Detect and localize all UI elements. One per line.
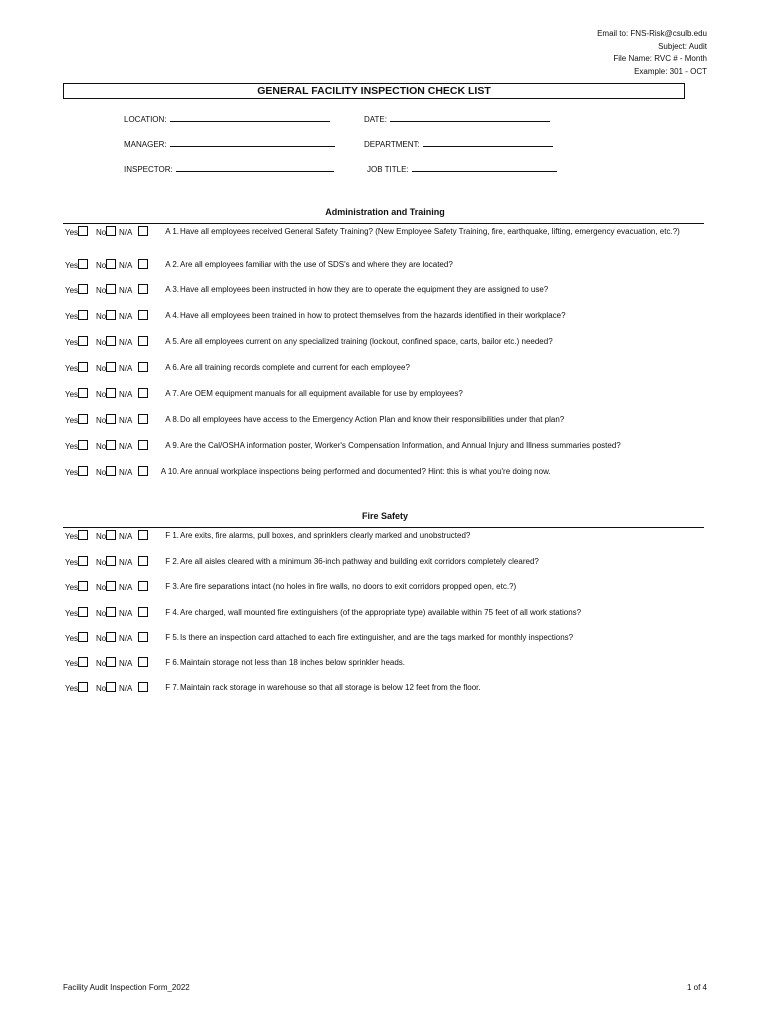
- na-checkbox[interactable]: [138, 362, 148, 372]
- item-question: Have all employees been trained in how to protect themselves from the hazards identified in their workplace?: [180, 311, 566, 320]
- date-field[interactable]: [364, 113, 550, 124]
- item-code: F 7.: [165, 683, 179, 692]
- no-option[interactable]: [96, 388, 116, 401]
- yes-label: Yes: [65, 634, 79, 643]
- na-label: N/A: [119, 558, 133, 567]
- manager-input-line[interactable]: [170, 138, 335, 147]
- na-label: N/A: [119, 416, 133, 425]
- na-label: N/A: [119, 364, 133, 373]
- yes-label: Yes: [65, 286, 79, 295]
- no-label: No: [96, 583, 107, 592]
- no-option[interactable]: [96, 362, 116, 375]
- location-field[interactable]: [124, 113, 330, 124]
- no-checkbox[interactable]: [106, 657, 116, 667]
- yes-option[interactable]: [65, 414, 88, 427]
- item-question: Are OEM equipment manuals for all equipment available for use by employees?: [180, 389, 463, 398]
- yes-option[interactable]: [65, 466, 88, 479]
- department-field[interactable]: [364, 138, 553, 149]
- item-question: Are fire separations intact (no holes in fire walls, no doors to exit corridors propped open, etc.?): [180, 582, 517, 591]
- na-checkbox[interactable]: [138, 388, 148, 398]
- na-option[interactable]: [119, 284, 148, 297]
- item-code: A 4.: [165, 311, 179, 320]
- email-line: Email to: FNS-Risk@csulb.edu: [597, 29, 707, 38]
- na-option[interactable]: [119, 388, 148, 401]
- yes-label: Yes: [65, 261, 79, 270]
- no-checkbox[interactable]: [106, 682, 116, 692]
- na-option[interactable]: [119, 530, 148, 543]
- yes-option[interactable]: [65, 388, 88, 401]
- no-option[interactable]: [96, 581, 116, 594]
- yes-label: Yes: [65, 338, 79, 347]
- yes-label: Yes: [65, 312, 79, 321]
- na-label: N/A: [119, 338, 133, 347]
- na-checkbox[interactable]: [138, 259, 148, 269]
- item-code: A 7.: [165, 389, 179, 398]
- no-option[interactable]: [96, 414, 116, 427]
- na-checkbox[interactable]: [138, 682, 148, 692]
- no-label: No: [96, 468, 107, 477]
- item-code: A 1.: [165, 227, 179, 236]
- yes-option[interactable]: [65, 632, 88, 645]
- no-checkbox[interactable]: [106, 556, 116, 566]
- yes-label: Yes: [65, 659, 79, 668]
- date-input-line[interactable]: [390, 113, 550, 122]
- na-label: N/A: [119, 312, 133, 321]
- yes-checkbox[interactable]: [78, 362, 88, 372]
- item-question: Maintain storage not less than 18 inches below sprinkler heads.: [180, 658, 406, 667]
- yes-option[interactable]: [65, 530, 88, 543]
- no-label: No: [96, 416, 107, 425]
- yes-checkbox[interactable]: [78, 581, 88, 591]
- yes-label: Yes: [65, 583, 79, 592]
- na-option[interactable]: [119, 259, 148, 272]
- no-checkbox[interactable]: [106, 466, 116, 476]
- no-label: No: [96, 532, 107, 541]
- yes-label: Yes: [65, 364, 79, 373]
- yes-option[interactable]: [65, 682, 88, 695]
- item-question: Are the Cal/OSHA information poster, Worker's Compensation Information, and Annual Injury and Illness summaries posted?: [180, 441, 621, 450]
- na-label: N/A: [119, 609, 133, 618]
- na-checkbox[interactable]: [138, 632, 148, 642]
- na-option[interactable]: [119, 226, 148, 239]
- manager-field[interactable]: [124, 138, 335, 149]
- job-title-label: JOB TITLE:: [367, 165, 409, 174]
- item-question: Do all employees have access to the Emergency Action Plan and know their responsibilities under that plan?: [180, 415, 565, 424]
- na-option[interactable]: [119, 414, 148, 427]
- no-option[interactable]: [96, 466, 116, 479]
- no-checkbox[interactable]: [106, 310, 116, 320]
- yes-checkbox[interactable]: [78, 414, 88, 424]
- na-option[interactable]: [119, 632, 148, 645]
- manager-label: MANAGER:: [124, 140, 167, 149]
- no-label: No: [96, 609, 107, 618]
- no-label: No: [96, 390, 107, 399]
- item-code: F 3.: [165, 582, 179, 591]
- na-checkbox[interactable]: [138, 581, 148, 591]
- job-title-input-line[interactable]: [412, 163, 557, 172]
- item-question: Maintain rack storage in warehouse so that all storage is below 12 feet from the floor.: [180, 683, 481, 692]
- na-option[interactable]: [119, 362, 148, 375]
- yes-label: Yes: [65, 228, 79, 237]
- na-option[interactable]: [119, 336, 148, 349]
- na-label: N/A: [119, 442, 133, 451]
- no-label: No: [96, 312, 107, 321]
- no-label: No: [96, 364, 107, 373]
- item-question: Have all employees received General Safety Training? (New Employee Safety Training, fire, earthquake, lifting, emergency evacuation, etc.?): [180, 227, 680, 236]
- yes-checkbox[interactable]: [78, 466, 88, 476]
- yes-checkbox[interactable]: [78, 440, 88, 450]
- na-option[interactable]: [119, 440, 148, 453]
- no-checkbox[interactable]: [106, 581, 116, 591]
- no-checkbox[interactable]: [106, 632, 116, 642]
- yes-option[interactable]: [65, 657, 88, 670]
- section-divider: [63, 527, 704, 528]
- na-checkbox[interactable]: [138, 530, 148, 540]
- no-checkbox[interactable]: [106, 259, 116, 269]
- no-checkbox[interactable]: [106, 414, 116, 424]
- inspector-label: INSPECTOR:: [124, 165, 173, 174]
- na-label: N/A: [119, 684, 133, 693]
- form-title: GENERAL FACILITY INSPECTION CHECK LIST: [63, 83, 685, 99]
- na-checkbox[interactable]: [138, 607, 148, 617]
- yes-checkbox[interactable]: [78, 310, 88, 320]
- item-code: A 10.: [160, 467, 179, 476]
- yes-label: Yes: [65, 684, 79, 693]
- yes-checkbox[interactable]: [78, 657, 88, 667]
- na-checkbox[interactable]: [138, 310, 148, 320]
- item-question: Are all training records complete and current for each employee?: [180, 363, 410, 372]
- yes-label: Yes: [65, 609, 79, 618]
- section-title: Administration and Training: [325, 207, 445, 217]
- na-label: N/A: [119, 659, 133, 668]
- na-option[interactable]: [119, 581, 148, 594]
- no-checkbox[interactable]: [106, 607, 116, 617]
- no-option[interactable]: [96, 607, 116, 620]
- na-option[interactable]: [119, 310, 148, 323]
- filename-line: File Name: RVC # - Month: [613, 54, 707, 63]
- item-code: F 6.: [165, 658, 179, 667]
- yes-label: Yes: [65, 390, 79, 399]
- yes-option[interactable]: [65, 336, 88, 349]
- date-label: DATE:: [364, 115, 387, 124]
- footer-form-name: Facility Audit Inspection Form_2022: [63, 983, 190, 992]
- yes-label: Yes: [65, 558, 79, 567]
- na-checkbox[interactable]: [138, 657, 148, 667]
- location-input-line[interactable]: [170, 113, 330, 122]
- job-title-field[interactable]: [367, 163, 557, 174]
- department-input-line[interactable]: [423, 138, 553, 147]
- no-option[interactable]: [96, 310, 116, 323]
- yes-checkbox[interactable]: [78, 284, 88, 294]
- item-code: A 6.: [165, 363, 179, 372]
- no-checkbox[interactable]: [106, 530, 116, 540]
- no-label: No: [96, 659, 107, 668]
- na-option[interactable]: [119, 466, 148, 479]
- no-option[interactable]: [96, 284, 116, 297]
- no-option[interactable]: [96, 336, 116, 349]
- no-label: No: [96, 684, 107, 693]
- no-option[interactable]: [96, 657, 116, 670]
- no-checkbox[interactable]: [106, 336, 116, 346]
- location-label: LOCATION:: [124, 115, 167, 124]
- item-question: Are annual workplace inspections being performed and documented? Hint: this is what you're doing now.: [180, 467, 551, 476]
- no-option[interactable]: [96, 556, 116, 569]
- subject-line: Subject: Audit: [658, 41, 707, 51]
- yes-label: Yes: [65, 468, 79, 477]
- yes-checkbox[interactable]: [78, 530, 88, 540]
- item-question: Have all employees been instructed in how they are to operate the equipment they are assigned to use?: [180, 285, 549, 294]
- na-option[interactable]: [119, 657, 148, 670]
- submission-instructions: [597, 28, 707, 78]
- item-question: Are charged, wall mounted fire extinguishers (of the appropriate type) available within 75 feet of all work stations?: [180, 608, 582, 617]
- no-label: No: [96, 286, 107, 295]
- na-checkbox[interactable]: [138, 414, 148, 424]
- na-option[interactable]: [119, 607, 148, 620]
- no-option[interactable]: [96, 259, 116, 272]
- no-checkbox[interactable]: [106, 388, 116, 398]
- item-code: F 5.: [165, 633, 179, 642]
- item-code: A 9.: [165, 441, 179, 450]
- yes-checkbox[interactable]: [78, 607, 88, 617]
- no-checkbox[interactable]: [106, 226, 116, 236]
- item-code: A 5.: [165, 337, 179, 346]
- yes-label: Yes: [65, 416, 79, 425]
- yes-checkbox[interactable]: [78, 388, 88, 398]
- yes-option[interactable]: [65, 284, 88, 297]
- yes-checkbox[interactable]: [78, 682, 88, 692]
- no-option[interactable]: [96, 530, 116, 543]
- na-checkbox[interactable]: [138, 226, 148, 236]
- department-label: DEPARTMENT:: [364, 140, 420, 149]
- na-label: N/A: [119, 583, 133, 592]
- no-label: No: [96, 634, 107, 643]
- yes-checkbox[interactable]: [78, 336, 88, 346]
- no-option[interactable]: [96, 226, 116, 239]
- na-label: N/A: [119, 532, 133, 541]
- section-title: Fire Safety: [361, 511, 409, 521]
- na-label: N/A: [119, 228, 133, 237]
- no-option[interactable]: [96, 632, 116, 645]
- yes-checkbox[interactable]: [78, 556, 88, 566]
- no-label: No: [96, 228, 107, 237]
- inspector-input-line[interactable]: [176, 163, 334, 172]
- item-code: A 8.: [165, 415, 179, 424]
- yes-checkbox[interactable]: [78, 226, 88, 236]
- na-checkbox[interactable]: [138, 336, 148, 346]
- item-question: Are all employees current on any specialized training (lockout, confined space, carts, bailor etc.) needed?: [180, 337, 553, 346]
- na-label: N/A: [119, 286, 133, 295]
- yes-label: Yes: [65, 442, 79, 451]
- no-option[interactable]: [96, 440, 116, 453]
- section-divider: [63, 223, 704, 224]
- item-code: F 4.: [165, 608, 179, 617]
- na-label: N/A: [119, 634, 133, 643]
- na-checkbox[interactable]: [138, 466, 148, 476]
- na-label: N/A: [119, 390, 133, 399]
- no-checkbox[interactable]: [106, 440, 116, 450]
- yes-label: Yes: [65, 532, 79, 541]
- yes-checkbox[interactable]: [78, 259, 88, 269]
- no-checkbox[interactable]: [106, 284, 116, 294]
- yes-option[interactable]: [65, 556, 88, 569]
- na-option[interactable]: [119, 682, 148, 695]
- inspector-field[interactable]: [124, 163, 334, 174]
- footer-page-number: 1 of 4: [686, 983, 707, 992]
- no-checkbox[interactable]: [106, 362, 116, 372]
- item-question: Are all employees familiar with the use of SDS's and where they are located?: [180, 260, 453, 269]
- no-label: No: [96, 442, 107, 451]
- item-question: Are exits, fire alarms, pull boxes, and sprinklers clearly marked and unobstructed?: [180, 531, 471, 540]
- yes-option[interactable]: [65, 226, 88, 239]
- yes-option[interactable]: [65, 310, 88, 323]
- item-question: Are all aisles cleared with a minimum 36-inch pathway and building exit corridors completely cleared?: [180, 557, 539, 566]
- item-code: F 2.: [165, 557, 179, 566]
- no-label: No: [96, 261, 107, 270]
- no-label: No: [96, 338, 107, 347]
- item-code: A 3.: [165, 285, 179, 294]
- yes-checkbox[interactable]: [78, 632, 88, 642]
- na-checkbox[interactable]: [138, 556, 148, 566]
- item-question: Is there an inspection card attached to each fire extinguisher, and are the tags marked for monthly inspections?: [180, 633, 574, 642]
- no-label: No: [96, 558, 107, 567]
- na-option[interactable]: [119, 556, 148, 569]
- item-code: A 2.: [165, 260, 179, 269]
- item-code: F 1.: [165, 531, 179, 540]
- na-label: N/A: [119, 468, 133, 477]
- na-label: N/A: [119, 261, 133, 270]
- yes-option[interactable]: [65, 259, 88, 272]
- example-line: Example: 301 - OCT: [634, 66, 707, 76]
- na-checkbox[interactable]: [138, 284, 148, 294]
- yes-option[interactable]: [65, 440, 88, 453]
- na-checkbox[interactable]: [138, 440, 148, 450]
- yes-option[interactable]: [65, 581, 88, 594]
- no-option[interactable]: [96, 682, 116, 695]
- yes-option[interactable]: [65, 607, 88, 620]
- yes-option[interactable]: [65, 362, 88, 375]
